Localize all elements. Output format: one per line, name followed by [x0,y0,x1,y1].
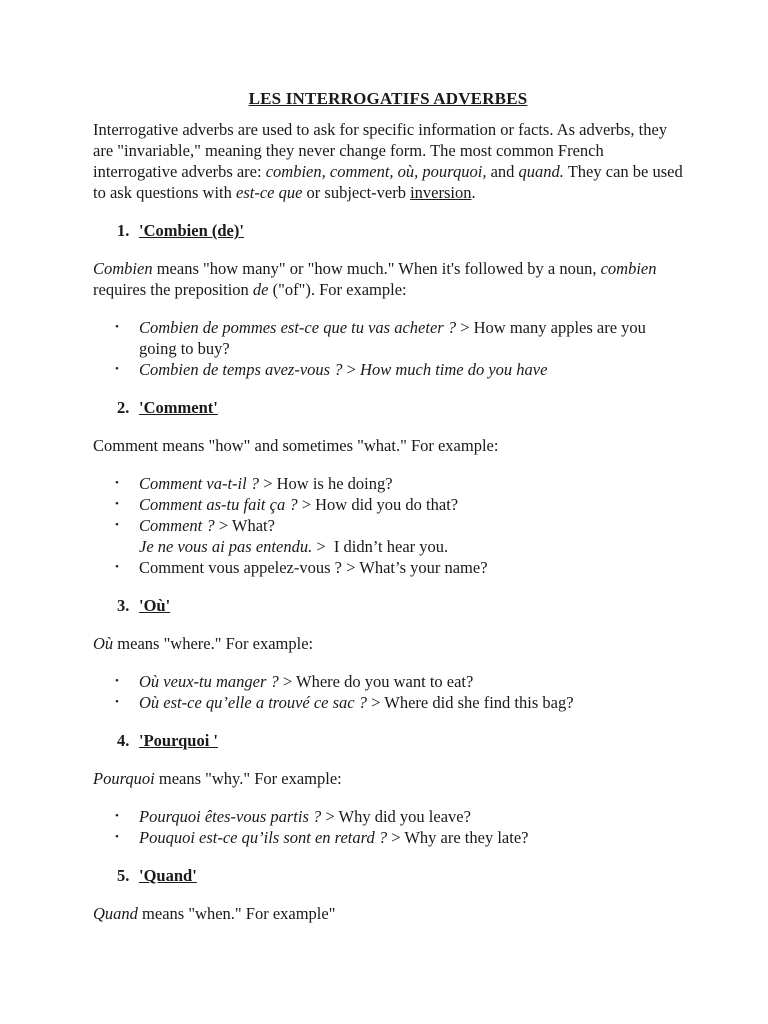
french-example: Où est-ce qu’elle a trouvé ce sac ? [139,693,368,712]
list-item [115,473,683,494]
intro-text: Interrogative adverbs are used to ask for specific information or facts. As adverbs, they are "invariable," meaning they never change form. The most common French interrogative adverbs are: [93,120,668,181]
english-translation: Why are they late? [404,828,529,847]
french-example: Pourquoi êtes-vous partis ? [139,807,322,826]
page-title: LES INTERROGATIFS ADVERBES [248,89,528,108]
bullet-icon: • [115,363,119,375]
italic-term: Quand [93,904,138,923]
section-number: 2. [117,398,130,417]
french-example: Combien de temps avez-vous ? [139,360,343,379]
example-list [93,806,683,848]
section-heading-combien [117,220,683,241]
section-title: 'Combien (de)' [139,221,244,240]
french-example: Comment va-t-il ? [139,474,260,493]
separator: > [456,318,474,337]
section-paragraph: Comment means "how" and sometimes "what." For example: [93,436,499,455]
separator: > [278,672,297,691]
french-example: Combien de pommes est-ce que tu vas acheter ? [139,318,457,337]
example-list [93,317,683,380]
list-item [115,557,683,578]
bullet-icon: • [115,477,119,489]
french-example: Je ne vous ai pas entendu. [139,537,313,556]
bullet-icon: • [115,321,119,333]
section-title: 'Quand' [139,866,197,885]
separator: > [387,828,405,847]
intro-paragraph [93,119,683,203]
separator: > [297,495,316,514]
bullet-icon: • [115,561,119,573]
section-paragraph [93,768,683,789]
separator: > [367,693,385,712]
list-item [115,671,683,692]
example-list [93,671,683,713]
english-translation: How is he doing? [276,474,393,493]
separator: > [259,474,277,493]
paragraph-text: means "when." For example" [137,904,336,923]
bullet-icon: • [115,696,119,708]
english-translation: How did you do that? [315,495,459,514]
intro-inversion-link: inversion [410,183,472,202]
intro-text: or subject-verb [302,183,411,202]
intro-text: They can be used to ask questions with [93,162,683,202]
section-paragraph [93,258,683,300]
french-example: Comment ? [139,516,215,535]
paragraph-text: means "why." For example: [154,769,342,788]
french-example: Pouquoi est-ce qu’ils sont en retard ? [139,828,388,847]
english-translation: I didn’t hear you. [333,537,449,556]
paragraph-text: ("of"). For example: [268,280,407,299]
list-item [115,494,683,515]
document-page [93,88,683,924]
intro-text: and [486,162,519,181]
intro-est-ce-que-italic: est-ce que [236,183,303,202]
section-title: 'Comment' [139,398,218,417]
list-item [115,692,683,713]
list-item [115,806,683,827]
english-translation: Why did you leave? [338,807,471,826]
bullet-icon: • [115,831,119,843]
section-paragraph [93,903,683,924]
english-translation: How many apples are you going to buy? [139,318,646,358]
bullet-icon: • [115,519,119,531]
bullet-icon: • [115,498,119,510]
paragraph-text: means "where." For example: [113,634,314,653]
english-translation: How much time do you have [360,360,548,379]
italic-term: de [252,280,269,299]
section-number: 4. [117,731,130,750]
intro-quand-italic: quand. [518,162,564,181]
list-item [115,827,683,848]
italic-term: Combien [93,259,153,278]
separator: > [312,537,334,556]
list-item [115,515,683,557]
section-number: 1. [117,221,130,240]
english-translation: Where do you want to eat? [296,672,474,691]
example-second-line [139,536,683,557]
paragraph-text: requires the preposition [93,280,253,299]
intro-adverbs-italic: combien, comment, où, pourquoi, [265,162,487,181]
separator: > [214,516,232,535]
paragraph-text: means "how many" or "how much." When it's followed by a noun, [152,259,601,278]
section-number: 3. [117,596,130,615]
french-example: Où veux-tu manger ? [139,672,279,691]
section-heading-quand [117,865,683,886]
example-list [93,473,683,578]
bullet-icon: • [115,810,119,822]
section-heading-pourquoi [117,730,683,751]
english-translation: Where did she find this bag? [384,693,574,712]
list-item [115,359,683,380]
section-title: 'Pourquoi ' [139,731,219,750]
intro-text: . [471,183,476,202]
separator: > [321,807,339,826]
italic-term: Pourquoi [93,769,155,788]
section-paragraph [93,633,683,654]
italic-term: Où [93,634,114,653]
section-number: 5. [117,866,130,885]
example-text: Comment vous appelez-vous ? > What’s your name? [139,558,488,577]
italic-term: combien [600,259,657,278]
english-translation: What? [231,516,275,535]
french-example: Comment as-tu fait ça ? [139,495,298,514]
section-heading-ou [117,595,683,616]
separator: > [342,360,361,379]
bullet-icon: • [115,675,119,687]
list-item [115,317,683,359]
section-heading-comment [117,397,683,418]
section-title: 'Où' [139,596,171,615]
